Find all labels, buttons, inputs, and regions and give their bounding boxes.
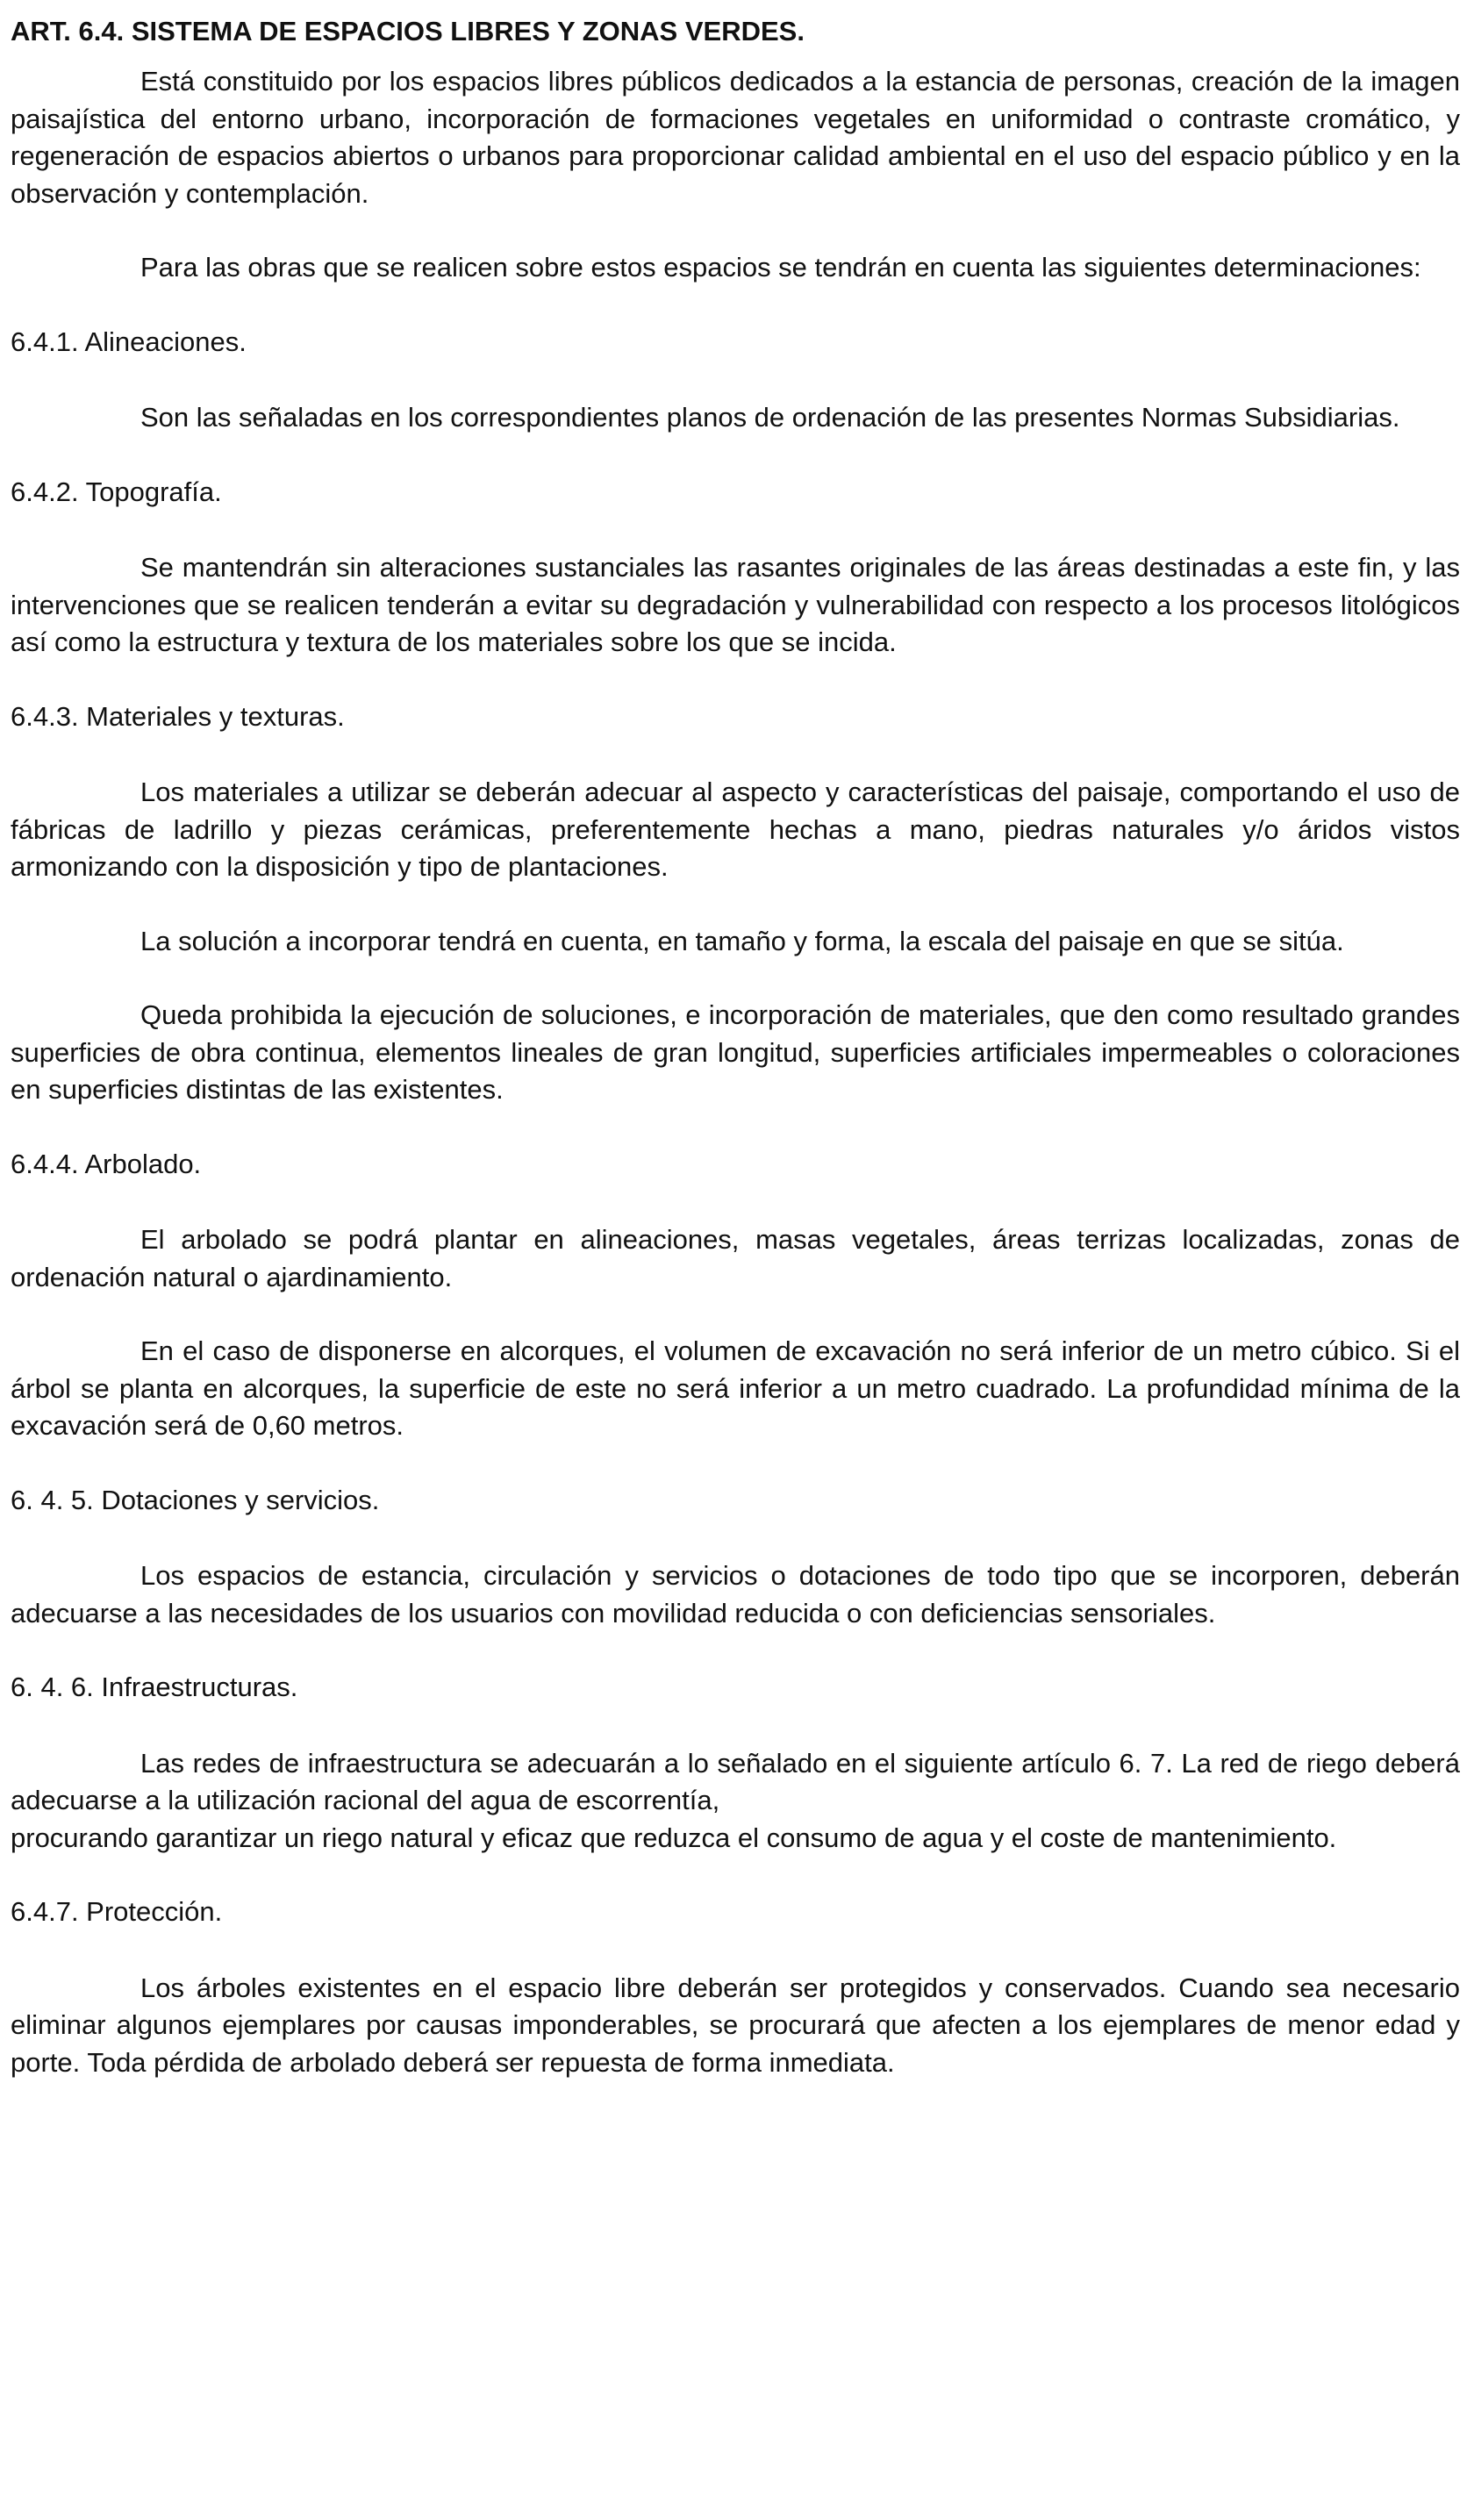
- materiales-paragraph-2: La solución a incorporar tendrá en cuenta, en tamaño y forma, la escala del paisaje en que se sitúa.: [140, 925, 1344, 956]
- materiales-paragraph-1: Los materiales a utilizar se deberán adecuar al aspecto y características del paisaje, comportando el uso de fábricas de ladrillo y piezas cerámicas, preferentemente hechas a mano, piedras naturales y/o áridos vistos armonizando con la disposición y tipo de plantaciones.: [11, 777, 1460, 882]
- arbolado-paragraph-2: En el caso de disponerse en alcorques, el volumen de excavación no será inferior de un metro cúbico. Si el árbol se planta en alcorques, la superficie de este no será inferior a un metro cuadrado. La profundidad mínima de la excavación será de 0,60 metros.: [11, 1335, 1460, 1441]
- section-heading-topografia: 6.4.2. Topografía.: [11, 476, 222, 507]
- section-heading-arbolado: 6.4.4. Arbolado.: [11, 1148, 202, 1179]
- alineaciones-paragraph: Son las señaladas en los correspondientes planos de ordenación de las presentes Normas Subsidiarias.: [140, 402, 1400, 433]
- section-heading-proteccion: 6.4.7. Protección.: [11, 1896, 223, 1927]
- section-heading-infraestructuras: 6. 4. 6. Infraestructuras.: [11, 1672, 298, 1702]
- infraestructuras-line-2: procurando garantizar un riego natural y eficaz que reduzca el consumo de agua y el coste de mantenimiento.: [11, 1822, 1337, 1853]
- section-heading-dotaciones: 6. 4. 5. Dotaciones y servicios.: [11, 1484, 380, 1515]
- section-heading-materiales: 6.4.3. Materiales y texturas.: [11, 700, 345, 732]
- infraestructuras-line-1: Las redes de infraestructura se adecuarán a lo señalado en el siguiente artículo 6. 7. La red de riego deberá adecuarse a la utilización racional del agua de escorrentía,: [11, 1747, 1460, 1815]
- article-title: ART. 6.4. SISTEMA DE ESPACIOS LIBRES Y ZONAS VERDES.: [11, 16, 805, 47]
- materiales-paragraph-3: Queda prohibida la ejecución de soluciones, e incorporación de materiales, que den como resultado grandes superficies de obra continua, elementos lineales de gran longitud, superficies artificiales impermeables o coloraciones en superficies distintas de las existentes.: [11, 999, 1460, 1105]
- dotaciones-paragraph: Los espacios de estancia, circulación y servicios o dotaciones de todo tipo que se incorporen, deberán adecuarse a las necesidades de los usuarios con movilidad reducida o con deficiencias sensoriales.: [11, 1560, 1460, 1629]
- intro-paragraph-2: Para las obras que se realicen sobre estos espacios se tendrán en cuenta las siguientes determinaciones:: [140, 252, 1421, 283]
- topografia-paragraph: Se mantendrán sin alteraciones sustanciales las rasantes originales de las áreas destinadas a este fin, y las intervenciones que se realicen tenderán a evitar su degradación y vulnerabilidad con respecto a los procesos litológicos así como la estructura y textura de los materiales sobre los que se incida.: [11, 552, 1460, 657]
- intro-paragraph-1: Está constituido por los espacios libres públicos dedicados a la estancia de personas, creación de la imagen paisajística del entorno urbano, incorporación de formaciones vegetales en uniformidad o contraste cromático, y regeneración de espacios abiertos o urbanos para proporcionar calidad ambiental en el uso del espacio público y en la observación y contemplación.: [11, 66, 1460, 209]
- section-heading-alineaciones: 6.4.1. Alineaciones.: [11, 326, 247, 357]
- arbolado-paragraph-1: El arbolado se podrá plantar en alineaciones, masas vegetales, áreas terrizas localizadas, zonas de ordenación natural o ajardinamiento.: [11, 1224, 1460, 1292]
- proteccion-paragraph: Los árboles existentes en el espacio libre deberán ser protegidos y conservados. Cuando sea necesario eliminar algunos ejemplares por causas imponderables, se procurará que afecten a los ejemplares de menor edad y porte. Toda pérdida de arbolado deberá ser repuesta de forma inmediata.: [11, 1972, 1460, 2078]
- document-page: [11, 12, 1460, 2118]
- infraestructuras-paragraph: [11, 1745, 1460, 1858]
